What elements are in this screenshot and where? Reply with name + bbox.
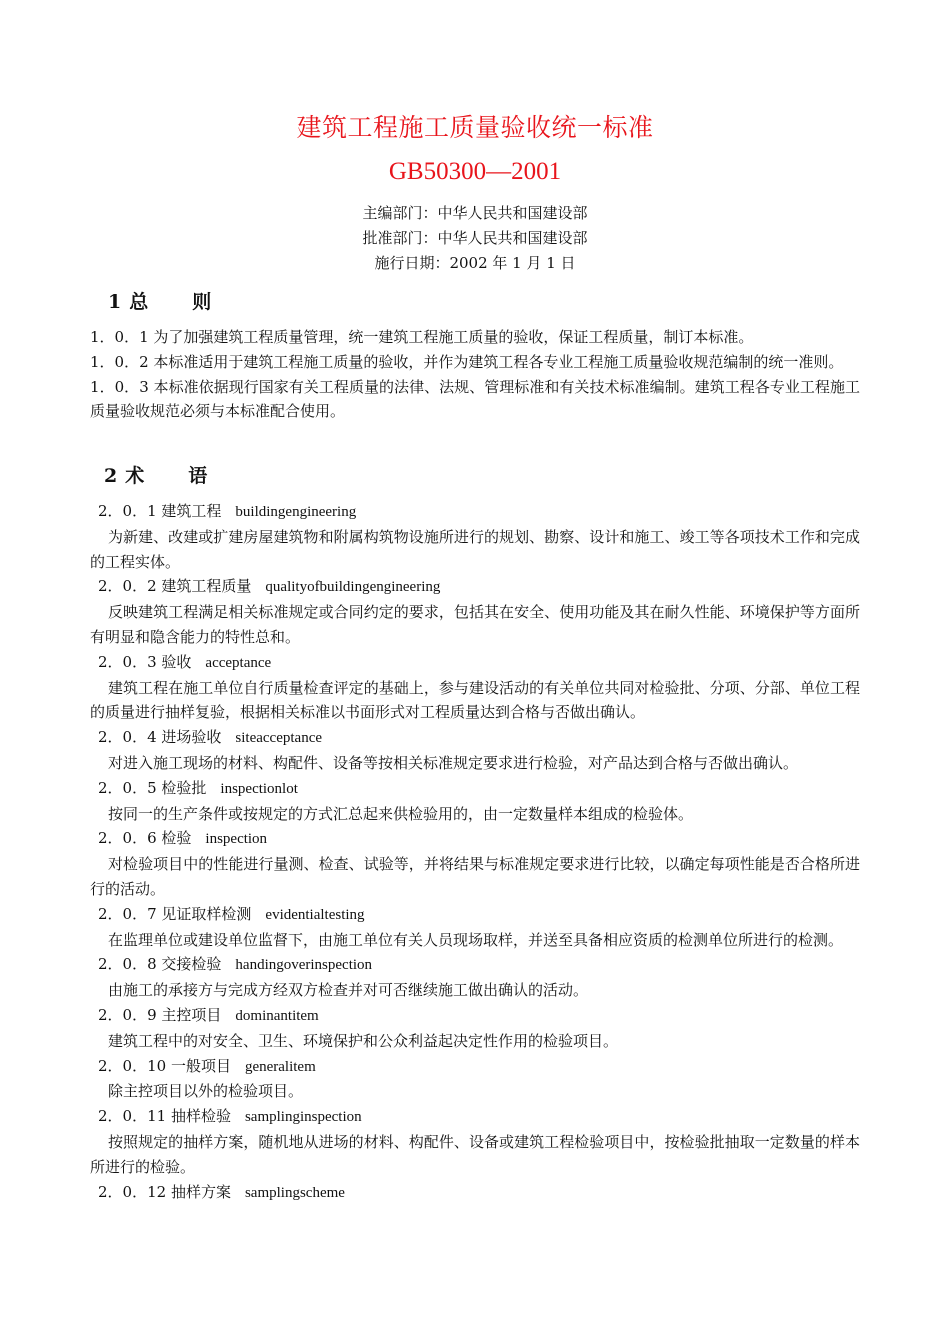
term-number: 2．0．11 抽样检验: [98, 1107, 231, 1126]
term-heading: [90, 1054, 860, 1080]
term-definition: 按照规定的抽样方案，随机地从进场的材料、构配件、设备或建筑工程检验项目中，按检验批抽取一定数量的样本所进行的检验。: [90, 1132, 860, 1176]
term-heading: [90, 776, 860, 802]
chapter-word: 术: [125, 465, 145, 487]
term-english: dominantitem: [235, 1007, 319, 1024]
clause: 1．0．1 为了加强建筑工程质量管理，统一建筑工程施工质量的验收，保证工程质量，制订本标准。: [90, 328, 754, 346]
term-definition: 对检验项目中的性能进行量测、检查、试验等，并将结果与标准规定要求进行比较，以确定每项性能是否合格所进行的活动。: [90, 855, 860, 898]
approver-line: 批准部门：中华人民共和国建设部: [362, 229, 588, 247]
document-title: 建筑工程施工质量验收统一标准: [296, 113, 654, 142]
standard-code: GB50300—2001: [388, 158, 562, 185]
chapter-word: 则: [192, 291, 212, 313]
effective-date-line: 施行日期：2002 年 1 月 1 日: [374, 254, 576, 272]
term-heading: [90, 725, 860, 751]
term-english: inspectionlot: [220, 780, 298, 797]
chapter-1-heading: [108, 287, 211, 314]
term-english: evidentialtesting: [265, 906, 365, 923]
chapter-2-heading: [104, 461, 207, 488]
term-definition: 除主控项目以外的检验项目。: [108, 1082, 304, 1101]
term-english: acceptance: [205, 654, 272, 671]
term-number: 2．0．5 检验批: [98, 778, 207, 797]
chapter-word: 语: [188, 465, 208, 487]
term-heading: [90, 952, 860, 978]
term-english: inspection: [205, 831, 268, 848]
term-heading: [90, 902, 860, 928]
chapter-word: 总: [129, 291, 149, 313]
clause: 1．0．3 本标准依据现行国家有关工程质量的法律、法规、管理标准和有关技术标准编制。建筑工程各专业工程施工质量验收规范必须与本标准配合使用。: [90, 377, 860, 421]
term-definition: 反映建筑工程满足相关标准规定或合同约定的要求，包括其在安全、使用功能及其在耐久性能、环境保护等方面所有明显和隐含能力的特性总和。: [90, 603, 860, 646]
term-definition: 建筑工程在施工单位自行质量检查评定的基础上，参与建设活动的有关单位共同对检验批、分项、分部、单位工程的质量进行抽样复验，根据相关标准以书面形式对工程质量达到合格与否做出确认。: [90, 678, 860, 722]
term-number: 2．0．7 见证取样检测: [98, 904, 252, 923]
clause: 1．0．2 本标准适用于建筑工程施工质量的验收，并作为建筑工程各专业工程施工质量验收规范编制的统一准则。: [90, 352, 844, 371]
chapter-1-body: [90, 325, 860, 424]
term-number: 2．0．12 抽样方案: [98, 1182, 231, 1201]
term-number: 2．0．8 交接检验: [98, 955, 222, 974]
term-english: generalitem: [244, 1058, 316, 1075]
term-heading: [90, 826, 860, 852]
term-heading: [90, 1104, 860, 1130]
term-heading: [90, 499, 860, 525]
term-definition: 为新建、改建或扩建房屋建筑物和附属构筑物设施所进行的规划、勘察、设计和施工、竣工等各项技术工作和完成的工程实体。: [90, 527, 860, 571]
chapter-number: 2: [104, 465, 118, 487]
editor-line: 主编部门：中华人民共和国建设部: [362, 204, 588, 222]
term-definition: 对进入施工现场的材料、构配件、设备等按相关标准规定要求进行检验，对产品达到合格与否做出确认。: [108, 753, 799, 772]
term-definition: 由施工的承接方与完成方经双方检查并对可否继续施工做出确认的活动。: [108, 981, 589, 1000]
term-heading: [90, 650, 860, 676]
term-number: 2．0．2 建筑工程质量: [98, 577, 252, 596]
term-english: siteacceptance: [235, 730, 323, 747]
term-number: 2．0．10 一般项目: [98, 1056, 231, 1075]
term-heading: [90, 1003, 860, 1029]
term-english: samplingscheme: [244, 1184, 345, 1201]
term-english: samplinginspection: [244, 1109, 362, 1126]
term-number: 2．0．6 检验: [98, 829, 192, 848]
term-english: qualityofbuildingengineering: [265, 579, 441, 596]
term-definition: 在监理单位或建设单位监督下，由施工单位有关人员现场取样，并送至具备相应资质的检测单位所进行的检测。: [108, 930, 844, 949]
term-number: 2．0．9 主控项目: [98, 1005, 222, 1024]
term-number: 2．0．1 建筑工程: [98, 502, 222, 520]
chapter-number: 1: [108, 291, 122, 313]
term-definition: 建筑工程中的对安全、卫生、环境保护和公众利益起决定性作用的检验项目。: [108, 1031, 619, 1050]
chapter-2-body: [90, 499, 860, 1205]
term-heading: [90, 574, 860, 600]
term-english: handingoverinspection: [235, 957, 373, 974]
term-english: buildingengineering: [235, 504, 357, 520]
term-number: 2．0．3 验收: [98, 652, 192, 671]
term-number: 2．0．4 进场验收: [98, 728, 222, 747]
term-heading: [90, 1180, 860, 1206]
term-definition: 按同一的生产条件或按规定的方式汇总起来供检验用的，由一定数量样本组成的检验体。: [108, 804, 694, 823]
